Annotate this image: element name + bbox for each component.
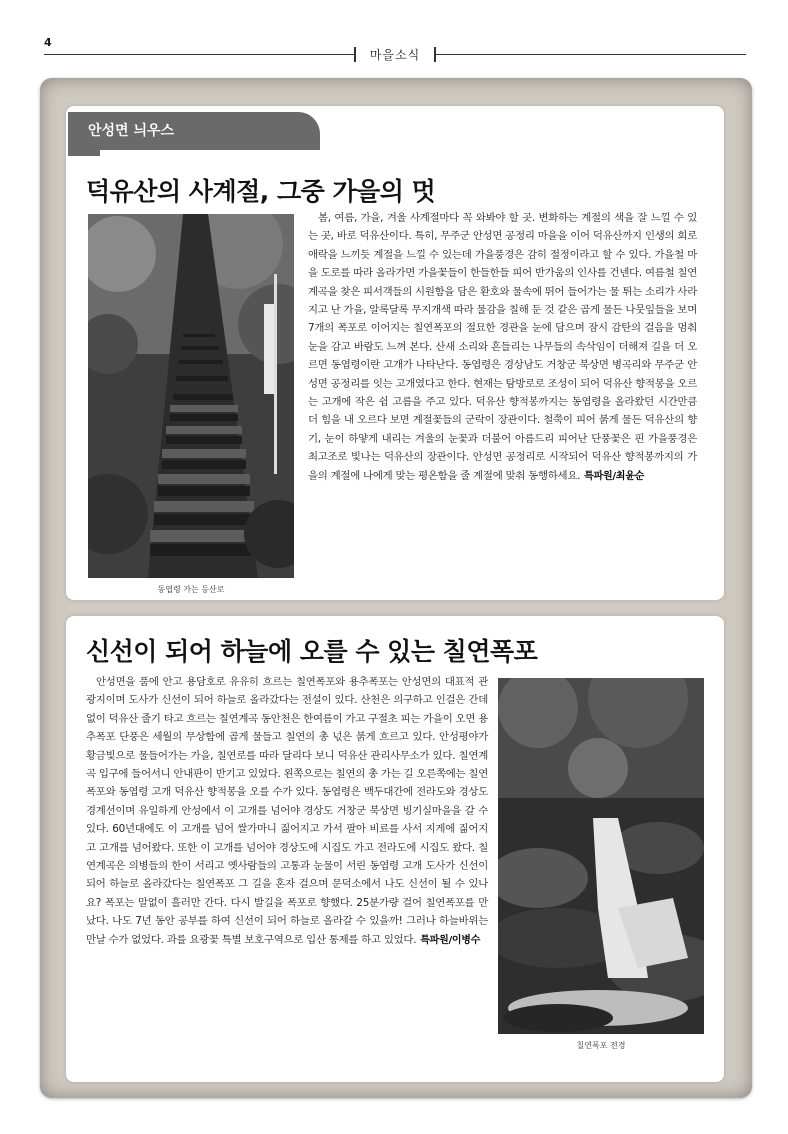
article-2-byline: 특파원/이병수 <box>420 934 481 946</box>
article-1-body-text: 봄, 여름, 가을, 겨울 사계절마다 꼭 와봐야 할 곳. 변화하는 계절의 색을 잘 느낄 수 있는 곳, 바로 덕유산이다. 특히, 무주군 안성면 공정리 마을을 이어 덕유산까지 인생의 희로애락을 느끼듯 계절을 느낄 수 있는데 가을풍경은 감히 절정이라고 할 수 있다. 가을철 마을 도로를 따라 올라가면 가을꽃들이 한들한들 피어 반가움의 인사를 건넨다. 여름철 칠연계곡을 찾은 피서객들의 시원함을 담은 환호와 물속에 뛰어 들어가는 물 튀는 소리가 사라지고 난 가을, 알록달록 무지개색 따라 물감을 칠해 둔 것 같은 곱게 물든 나뭇잎들을 보며 7개의 폭포로 이어지는 칠연폭포의 절묘한 경관을 눈에 담으며 잠시 감탄의 걸음을 멈춰 눈을 감고 바람도 느껴 본다. 산새 소리와 흔들리는 나무들의 속삭임이 더해져 길을 더 오르면 동엽령이란 고개가 나타난다. 동엽령은 경상남도 거창군 북상면 병곡리와 무주군 안성면 공정리를 잇는 고개였다고 한다. 현재는 탐방로로 조성이 되어 덕유산 향적봉을 오르는 고개에 작은 쉼 고름을 주고 있다. 덕유산 향적봉까지는 동엽령을 올라왔던 시간만큼 더 힘을 내 오르다 보면 계절꽃들의 군락이 장관이다. 철쭉이 피어 붉게 물든 덕유산의 향기, 눈이 하얗게 내리는 겨울의 눈꽃과 더불어 아름드리 피어난 단풍꽃은 핀 가을풍경은 최고조로 빛나는 덕유산의 장관이다. 안성면 공정리로 시작되어 덕유산 향적봉까지의 가을의 계절에 나에게 맞는 평온함을 줄 계절에 맞춰 동행하세요. <box>308 212 697 482</box>
header-rule-left <box>44 54 354 55</box>
article-2-body <box>86 673 488 950</box>
article-1-body <box>308 209 697 486</box>
article-2-photo-caption: 칠연폭포 전경 <box>576 1041 626 1050</box>
section-tab-label: 안성면 늬우스 <box>88 123 175 139</box>
article-1-byline: 특파원/최윤순 <box>584 470 645 482</box>
mountain-stairs-photo <box>88 214 294 578</box>
article-2-title: 신선이 되어 하늘에 오를 수 있는 칠연폭포 <box>86 637 538 666</box>
section-tab <box>68 112 320 150</box>
article-1-title: 덕유산의 사계절, 그중 가을의 멋 <box>86 177 436 206</box>
page-number: 4 <box>44 36 52 49</box>
section-tab-fold <box>68 150 100 156</box>
section-header-title: 마을소식 <box>369 48 421 62</box>
waterfall-photo <box>498 678 704 1034</box>
article-2-body-text: 안성면을 품에 안고 용담호로 유유히 흐르는 칠연폭포와 용추폭포는 안성면의 대표적 관광지이며 도사가 신선이 되어 하늘로 올라갔다는 전설이 있다. 산천은 의구하고 인걸은 간데없이 덕유산 줄기 타고 흐르는 칠연계곡 동안천은 한여름이 가고 구절초 피는 가을이 오면 용추폭포 단풍은 세월의 무상함에 곱게 물들고 칠연의 총 넋은 붉게 흐르고 있다. 안성평야가 황금빛으로 물들어가는 가을, 칠연로를 따라 달리다 보니 덕유산 관리사무소가 있다. 칠연계곡 입구에 들어서니 안내판이 반기고 있었다. 왼쪽으로는 칠연의 총 가는 길 오른쪽에는 칠연폭포와 동엽령 고개 덕유산 향적봉을 오를 수가 있다. 동엽령은 백두대간에 전라도와 경상도 경계선이며 유일하게 안성에서 이 고개를 넘어야 경상도 거창군 북상면 빙기실마을을 갈 수 있다. 60년대에도 이 고개를 넘어 쌀가마니 짊어지고 가서 팔아 비료를 사서 지게에 짊어지고 고개를 넘어왔다. 또한 이 고개를 넘어야 경상도에 시집도 가고 전라도에 시집도 왔다. 칠연계곡은 의병들의 한이 서리고 옛사람들의 고통과 눈물이 서린 동엽령 고개 도사가 신선이 되어 하늘로 올라갔다는 칠연폭포 그 길을 혼자 걸으며 문덕소에서 나도 신선이 될 수 있나요? 폭포는 말없이 흘러만 간다. 다시 발길을 폭포로 향했다. 25분가량 걸어 칠연폭포를 만났다. 나도 7년 동안 공부를 하여 신선이 되어 하늘로 올라갈 수 있을까! 그러나 하늘바위는 만날 수가 없었다. 과를 요광꽃 특별 보호구역으로 입산 통제를 하고 있었다. <box>86 676 488 946</box>
article-1-photo-caption: 동엽령 가는 등산로 <box>157 585 225 594</box>
header-rule-right <box>436 54 746 55</box>
